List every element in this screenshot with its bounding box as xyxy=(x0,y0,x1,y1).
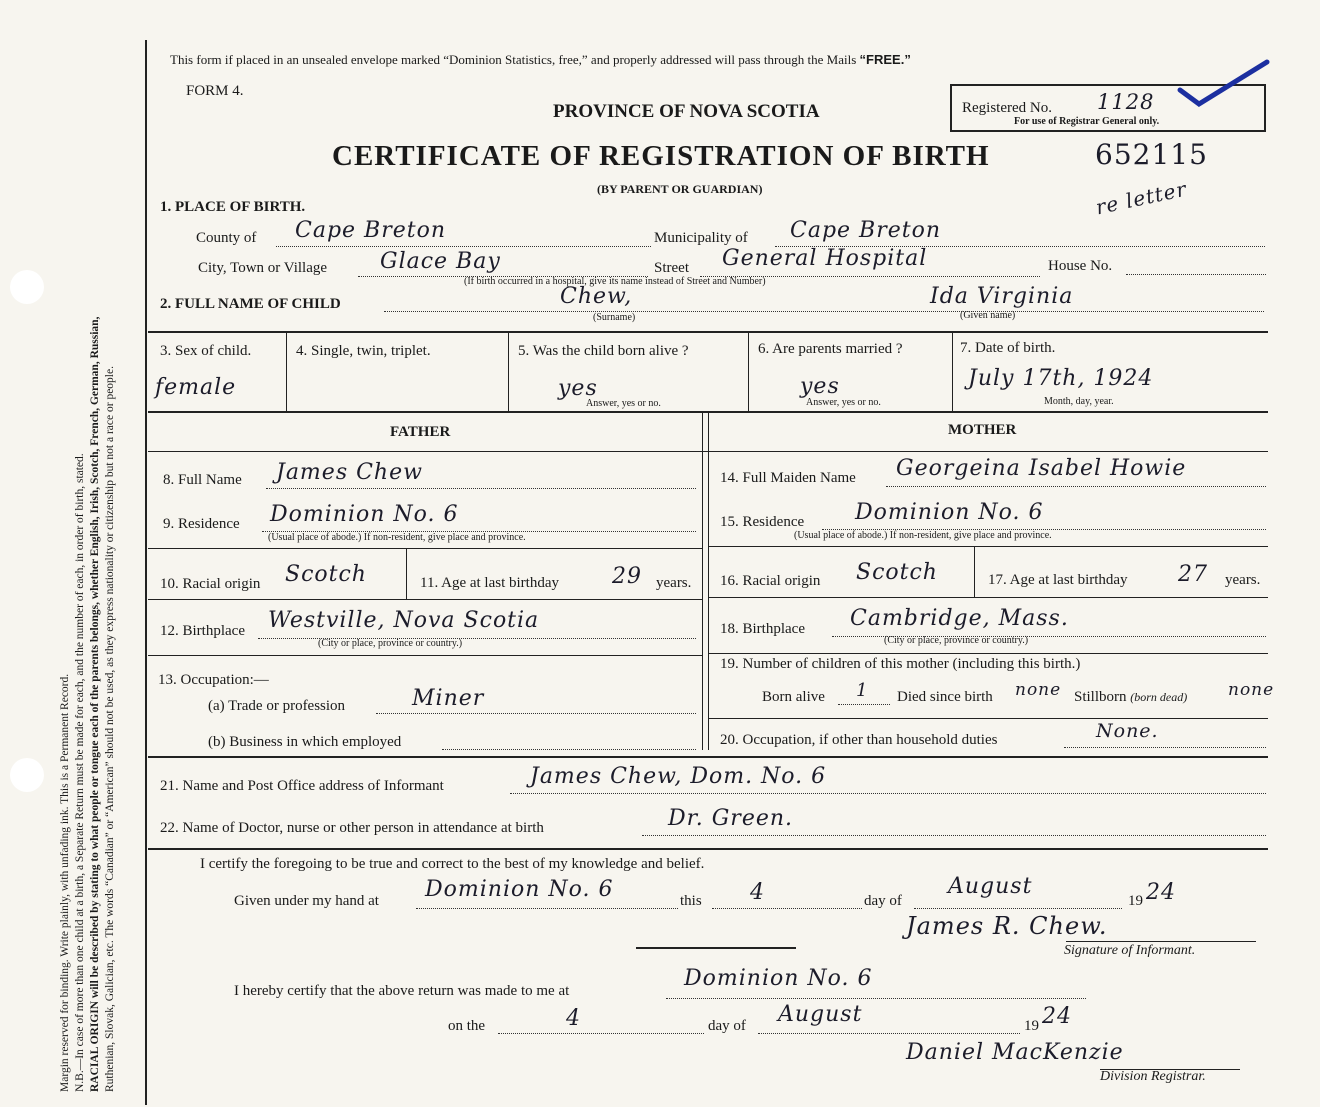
certify-day-of-label: day of xyxy=(864,893,902,909)
registrar-month: August xyxy=(778,1002,863,1027)
this-label: this xyxy=(680,893,702,909)
informant-label: 21. Name and Post Office address of Informant xyxy=(160,778,444,794)
mother-residence: Dominion No. 6 xyxy=(855,500,1044,525)
father-age-label: 11. Age at last birthday xyxy=(420,575,559,591)
check-mark-icon xyxy=(1175,58,1275,108)
mother-heading: MOTHER xyxy=(948,422,1017,438)
page-subtitle: (BY PARENT OR GUARDIAN) xyxy=(597,182,763,196)
father-age: 29 xyxy=(612,564,642,589)
sidebar-line-3: RACIAL ORIGIN will be described by stating to what people or tongue each of the parents belongs, whether English, Irish, Scotch, French, German, Russian, xyxy=(89,316,101,1092)
trade-label: (a) Trade or profession xyxy=(208,698,346,714)
mother-occupation-label: 20. Occupation, if other than household duties xyxy=(720,732,998,748)
form-number: FORM 4. xyxy=(186,83,244,99)
registrar-day: 4 xyxy=(566,1006,581,1031)
occupation-label: 13. Occupation:— xyxy=(158,672,269,688)
col-divider-1 xyxy=(286,333,287,411)
child-surname: Chew, xyxy=(560,284,633,309)
stillborn-count: none xyxy=(1228,680,1275,700)
mother-occupation-underline xyxy=(1064,747,1266,748)
given-place-underline xyxy=(416,908,678,909)
mother-racial-divider xyxy=(974,547,975,597)
registrar-note: For use of Registrar General only. xyxy=(1014,116,1160,127)
parents-married-value: yes xyxy=(800,374,840,399)
certify-month: August xyxy=(948,874,1033,899)
certify-day-underline xyxy=(712,908,862,909)
father-name-underline xyxy=(266,488,696,489)
father-heading: FATHER xyxy=(390,424,451,440)
father-racial-label: 10. Racial origin xyxy=(160,576,261,592)
father-age-unit: years. xyxy=(656,575,692,591)
doctor-label: 22. Name of Doctor, nurse or other person in attendance at birth xyxy=(160,820,544,836)
stillborn-label xyxy=(1074,689,1187,706)
registrar-caption: Division Registrar. xyxy=(1100,1069,1206,1084)
registered-value: 1128 xyxy=(1097,90,1155,114)
sex-label: 3. Sex of child. xyxy=(160,343,252,359)
stillborn-label-text: Stillborn xyxy=(1074,689,1127,705)
page-title: CERTIFICATE OF REGISTRATION OF BIRTH xyxy=(332,140,990,172)
given-under-label: Given under my hand at xyxy=(234,893,379,909)
trade-underline xyxy=(376,713,696,714)
single-twin-label: 4. Single, twin, triplet. xyxy=(296,343,431,359)
signature-caption: Signature of Informant. xyxy=(1064,943,1196,958)
born-alive-count-label: Born alive xyxy=(762,689,825,705)
col-divider-2 xyxy=(508,333,509,411)
mother-racial: Scotch xyxy=(856,560,938,585)
father-birthplace: Westville, Nova Scotia xyxy=(268,608,540,633)
registrar-place-underline xyxy=(666,998,1086,999)
child-name-underline xyxy=(384,311,1264,312)
punch-hole-top xyxy=(10,270,44,304)
father-name: James Chew xyxy=(276,460,423,485)
born-alive-count-underline xyxy=(838,704,890,705)
registrar-statement: I hereby certify that the above return was made to me at xyxy=(234,983,570,999)
mother-name-label: 14. Full Maiden Name xyxy=(720,470,856,486)
informant-value: James Chew, Dom. No. 6 xyxy=(530,764,827,789)
father-racial-divider xyxy=(406,549,407,599)
registrar-signature: Daniel MacKenzie xyxy=(906,1040,1124,1065)
rule-mother-1 xyxy=(709,546,1268,547)
informant-signature: James R. Chew. xyxy=(906,912,1108,940)
certify-statement: I certify the foregoing to be true and correct to the best of my knowledge and belief. xyxy=(200,856,705,872)
certify-year-suffix: 24 xyxy=(1146,880,1176,905)
mother-birthplace-label: 18. Birthplace xyxy=(720,621,805,637)
certificate-number: 652115 xyxy=(1095,138,1208,171)
child-given-name: Ida Virginia xyxy=(930,284,1074,309)
col-divider-4 xyxy=(952,333,953,411)
father-residence-caption: (Usual place of abode.) If non-resident, give place and province. xyxy=(268,532,526,543)
mother-racial-label: 16. Racial origin xyxy=(720,573,821,589)
dob-label: 7. Date of birth. xyxy=(960,340,1056,356)
county-label: County of xyxy=(196,230,257,246)
registrar-year-prefix: 19 xyxy=(1024,1018,1039,1034)
mother-residence-caption: (Usual place of abode.) If non-resident, give place and province. xyxy=(794,530,1052,541)
city-value: Glace Bay xyxy=(380,249,501,274)
free-mail-notice xyxy=(170,52,911,68)
father-name-label: 8. Full Name xyxy=(163,472,242,488)
mother-birthplace: Cambridge, Mass. xyxy=(850,606,1069,631)
registered-label: Registered No. xyxy=(962,100,1052,116)
on-the-label: on the xyxy=(448,1018,486,1034)
rule-5 xyxy=(148,848,1268,850)
certify-year-prefix: 19 xyxy=(1128,893,1143,909)
born-alive-label: 5. Was the child born alive ? xyxy=(518,343,689,359)
registrar-year-suffix: 24 xyxy=(1042,1004,1072,1029)
mother-birthplace-caption: (City or place, province or country.) xyxy=(884,635,1029,646)
registrar-place: Dominion No. 6 xyxy=(684,966,873,991)
rule-father-3 xyxy=(148,655,702,656)
mother-name-underline xyxy=(886,486,1266,487)
father-birthplace-label: 12. Birthplace xyxy=(160,623,245,639)
business-label: (b) Business in which employed xyxy=(208,734,402,750)
province-heading: PROVINCE OF NOVA SCOTIA xyxy=(553,101,820,122)
child-name-label: 2. FULL NAME OF CHILD xyxy=(160,296,341,312)
mother-occupation: None. xyxy=(1096,720,1159,742)
sidebar-line-1: Margin reserved for binding. Write plainly, with unfading ink. This is a Permanent Record. xyxy=(59,673,71,1092)
sidebar-notes xyxy=(58,42,148,1092)
rule-mother-3 xyxy=(709,653,1268,654)
dob-value: July 17th, 1924 xyxy=(968,366,1154,391)
trade-value: Miner xyxy=(412,686,485,711)
mother-age: 27 xyxy=(1178,562,1208,587)
father-birthplace-caption: (City or place, province or country.) xyxy=(318,638,463,649)
municipality-value: Cape Breton xyxy=(790,218,942,243)
born-alive-count: 1 xyxy=(856,680,869,701)
hospital-note: (If birth occurred in a hospital, give its name instead of Street and Number) xyxy=(464,276,766,287)
sex-value: female xyxy=(155,375,237,400)
house-label: House No. xyxy=(1048,258,1113,274)
mother-residence-label: 15. Residence xyxy=(720,514,805,530)
house-underline xyxy=(1126,274,1266,275)
parents-married-label: 6. Are parents married ? xyxy=(758,341,903,357)
mother-name: Georgeina Isabel Howie xyxy=(896,456,1187,481)
center-divider-right xyxy=(708,413,709,750)
separator-bar xyxy=(636,947,796,949)
free-word: “FREE.” xyxy=(859,52,911,67)
registrar-day-underline xyxy=(498,1033,704,1034)
father-racial: Scotch xyxy=(285,562,367,587)
children-count-label: 19. Number of children of this mother (including this birth.) xyxy=(720,656,1081,672)
stillborn-note: (born dead) xyxy=(1130,690,1188,704)
sidebar-line-4: Ruthenian, Slovak, Galician, etc. The words “Canadian” or “American” should not be used, as they express nationality or citizenship but not a race or people. xyxy=(104,366,116,1092)
born-alive-caption: Answer, yes or no. xyxy=(586,398,661,409)
mother-age-unit: years. xyxy=(1225,572,1261,588)
doctor-value: Dr. Green. xyxy=(668,806,794,831)
given-caption: (Given name) xyxy=(960,310,1016,321)
informant-underline xyxy=(510,793,1266,794)
sidebar-line-2: N.B.—In case of more than one child at a birth, a Separate Return must be made for each, and the number of each, in order of birth, stated. xyxy=(74,453,86,1092)
business-underline xyxy=(442,749,696,750)
rule-3 xyxy=(148,451,1268,452)
registrar-day-of-label: day of xyxy=(708,1018,746,1034)
rule-4 xyxy=(148,756,1268,758)
given-place: Dominion No. 6 xyxy=(425,877,614,902)
registrar-month-underline xyxy=(758,1033,1020,1034)
center-divider-left xyxy=(702,413,703,750)
municipality-label: Municipality of xyxy=(654,230,748,246)
street-value: General Hospital xyxy=(722,246,928,271)
rule-mother-2 xyxy=(709,597,1268,598)
rule-1 xyxy=(148,331,1268,333)
certify-day: 4 xyxy=(750,880,765,905)
signature-line xyxy=(1066,941,1256,942)
margin-note: re letter xyxy=(1093,176,1189,220)
born-alive-value: yes xyxy=(558,376,598,401)
doctor-underline xyxy=(642,835,1266,836)
col-divider-3 xyxy=(748,333,749,411)
county-underline xyxy=(276,246,651,247)
died-since-birth: none xyxy=(1015,680,1062,700)
mother-age-label: 17. Age at last birthday xyxy=(988,572,1128,588)
surname-caption: (Surname) xyxy=(593,312,636,323)
parents-married-caption: Answer, yes or no. xyxy=(806,397,881,408)
county-value: Cape Breton xyxy=(295,218,447,243)
rule-mother-4 xyxy=(709,718,1268,719)
free-notice-text: This form if placed in an unsealed envelope marked “Dominion Statistics, free,” and properly addressed will pass through the Mails xyxy=(170,52,857,67)
street-label: Street xyxy=(654,260,689,276)
rule-father-1 xyxy=(148,548,702,549)
city-label: City, Town or Village xyxy=(198,260,328,276)
certify-month-underline xyxy=(914,908,1122,909)
punch-hole-bottom xyxy=(10,758,44,792)
place-of-birth-heading: 1. PLACE OF BIRTH. xyxy=(160,199,306,215)
father-residence-label: 9. Residence xyxy=(163,516,240,532)
died-since-birth-label: Died since birth xyxy=(897,689,993,705)
dob-caption: Month, day, year. xyxy=(1044,396,1114,407)
rule-father-2 xyxy=(148,599,702,600)
father-residence: Dominion No. 6 xyxy=(270,502,459,527)
